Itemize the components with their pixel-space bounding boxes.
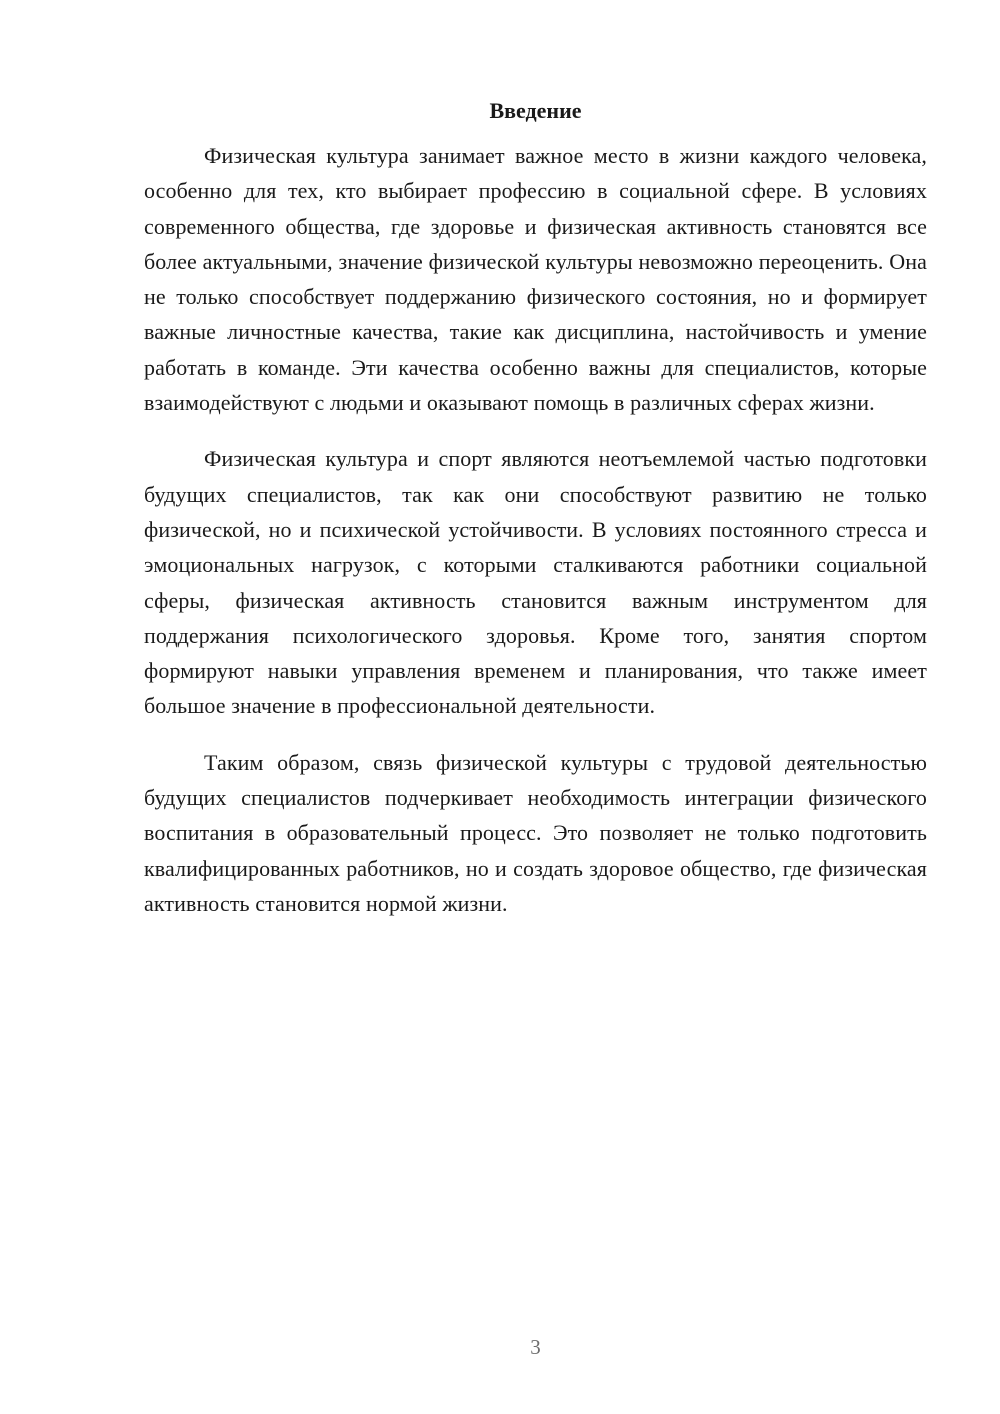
- page-number: 3: [530, 1335, 541, 1359]
- section-heading: Введение: [489, 98, 582, 123]
- paragraph-3: Таким образом, связь физической культуры с трудовой деятельностью будущих специалистов подчеркивает необходимость интеграции физического воспитания в образовательный процесс. Это позволяет не только подготовить квалифицированных работников, но и создать здоровое общество, где физическая активность становится нормой жизни.: [144, 749, 927, 916]
- document-body: [144, 96, 927, 921]
- paragraph-1: Физическая культура занимает важное место в жизни каждого человека, особенно для тех, кто выбирает профессию в социальной сфере. В условиях современного общества, где здоровье и физическая активность становятся все более актуальными, значение физической культуры невозможно переоценить. Она не только способствует поддержанию физического состояния, но и формирует важные личностные качества, такие как дисциплина, настойчивость и умение работать в команде. Эти качества особенно важны для специалистов, которые взаимодействуют с людьми и оказывают помощь в различных сферах жизни.: [144, 143, 927, 416]
- paragraph-2: Физическая культура и спорт являются неотъемлемой частью подготовки будущих специалистов, так как они способствуют развитию не только физической, но и психической устойчивости. В условиях постоянного стресса и эмоциональных нагрузок, с которыми сталкиваются работники социальной сферы, физическая активность становится важным инструментом для поддержания психологического здоровья. Кроме того, занятия спортом формируют навыки управления временем и планирования, что также имеет большое значение в профессиональной деятельности.: [144, 446, 927, 719]
